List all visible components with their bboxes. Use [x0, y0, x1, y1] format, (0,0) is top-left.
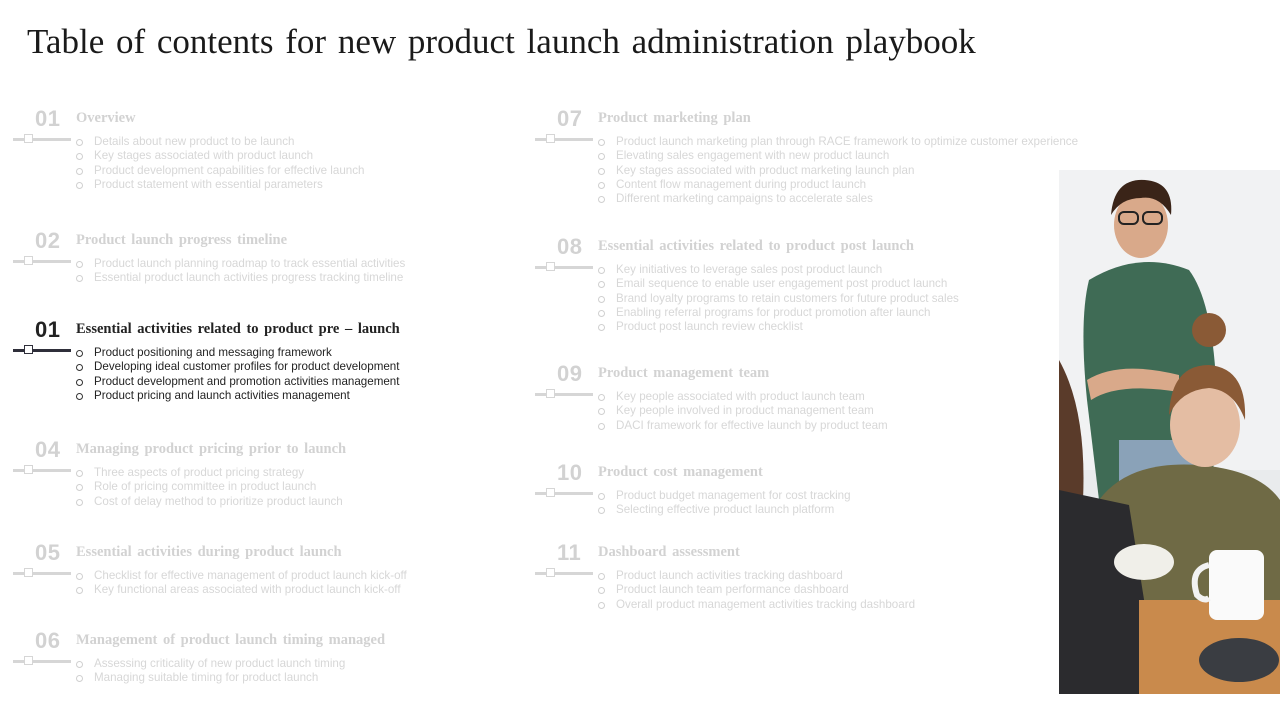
section-number: 04	[35, 437, 61, 462]
section-number: 09	[557, 361, 583, 386]
section-number: 07	[557, 106, 583, 131]
section-item: Product budget management for cost tracking	[598, 489, 851, 503]
section-item-list	[598, 489, 851, 518]
section-marker-icon	[535, 567, 593, 579]
section-item: Selecting effective product launch platform	[598, 503, 851, 517]
section-item: Content flow management during product launch	[598, 178, 1078, 192]
section-item-list	[76, 135, 364, 192]
section-item: Product launch activities tracking dashboard	[598, 569, 915, 583]
section-item: Brand loyalty programs to retain customers for future product sales	[598, 292, 959, 306]
section-item: Enabling referral programs for product promotion after launch	[598, 306, 959, 320]
section-item: Three aspects of product pricing strategy	[76, 466, 343, 480]
section-number: 01	[35, 317, 61, 342]
section-item: Product development and promotion activities management	[76, 375, 399, 389]
section-item: Product launch team performance dashboard	[598, 583, 915, 597]
section-marker-icon	[13, 464, 71, 476]
section-heading: Product marketing plan	[598, 110, 751, 126]
section-heading: Overview	[76, 110, 136, 126]
section-item: Managing suitable timing for product launch	[76, 671, 345, 685]
section-item-list	[76, 466, 343, 509]
section-heading: Product cost management	[598, 464, 763, 480]
section-item: Product positioning and messaging framework	[76, 346, 399, 360]
section-item: Product post launch review checklist	[598, 320, 959, 334]
section-marker-icon	[535, 261, 593, 273]
section-item: Different marketing campaigns to accelerate sales	[598, 192, 1078, 206]
section-number: 10	[557, 460, 583, 485]
section-marker-icon	[535, 133, 593, 145]
section-item: Product development capabilities for effective launch	[76, 164, 364, 178]
section-number: 11	[557, 540, 582, 565]
section-item: Product launch planning roadmap to track essential activities	[76, 257, 405, 271]
section-heading: Essential activities related to product post launch	[598, 238, 914, 254]
section-marker-icon	[13, 344, 71, 356]
section-item-list	[598, 263, 959, 334]
section-item-list	[76, 657, 345, 686]
page-title: Table of contents for new product launch administration playbook	[27, 22, 976, 61]
section-heading: Managing product pricing prior to launch	[76, 441, 347, 457]
section-item-list	[76, 569, 407, 598]
section-item-list	[598, 569, 915, 612]
section-item: Cost of delay method to prioritize product launch	[76, 495, 343, 509]
section-item: Email sequence to enable user engagement post product launch	[598, 277, 959, 291]
section-item: Checklist for effective management of product launch kick-off	[76, 569, 407, 583]
section-item-list	[76, 257, 405, 286]
section-item: Assessing criticality of new product launch timing	[76, 657, 345, 671]
section-heading: Dashboard assessment	[598, 544, 740, 560]
section-item: Elevating sales engagement with new product launch	[598, 149, 1078, 163]
section-item: Developing ideal customer profiles for product development	[76, 360, 399, 374]
section-heading: Product management team	[598, 365, 770, 381]
section-marker-icon	[535, 388, 593, 400]
section-number: 01	[35, 106, 61, 131]
section-item: Key stages associated with product marketing launch plan	[598, 164, 1078, 178]
section-item: DACI framework for effective launch by product team	[598, 419, 888, 433]
section-item-list	[76, 346, 399, 403]
section-item: Role of pricing committee in product launch	[76, 480, 343, 494]
section-item: Key functional areas associated with product launch kick-off	[76, 583, 407, 597]
section-heading: Essential activities related to product pre – launch	[76, 321, 400, 337]
section-heading: Management of product launch timing managed	[76, 632, 386, 648]
section-item: Key people associated with product launch team	[598, 390, 888, 404]
section-item-list	[598, 135, 1078, 206]
section-item: Product pricing and launch activities management	[76, 389, 399, 403]
section-item: Key people involved in product management team	[598, 404, 888, 418]
section-item: Details about new product to be launch	[76, 135, 364, 149]
section-item: Product launch marketing plan through RACE framework to optimize customer experience	[598, 135, 1078, 149]
section-item-list	[598, 390, 888, 433]
section-marker-icon	[535, 487, 593, 499]
section-marker-icon	[13, 655, 71, 667]
section-marker-icon	[13, 567, 71, 579]
section-number: 02	[35, 228, 61, 253]
section-heading: Product launch progress timeline	[76, 232, 288, 248]
section-item: Overall product management activities tracking dashboard	[598, 598, 915, 612]
section-marker-icon	[13, 255, 71, 267]
section-item: Key initiatives to leverage sales post product launch	[598, 263, 959, 277]
section-marker-icon	[13, 133, 71, 145]
section-number: 06	[35, 628, 61, 653]
section-number: 05	[35, 540, 61, 565]
section-item: Essential product launch activities progress tracking timeline	[76, 271, 405, 285]
section-heading: Essential activities during product launch	[76, 544, 342, 560]
team-photo	[1059, 170, 1280, 694]
section-number: 08	[557, 234, 583, 259]
section-item: Product statement with essential parameters	[76, 178, 364, 192]
section-item: Key stages associated with product launch	[76, 149, 364, 163]
